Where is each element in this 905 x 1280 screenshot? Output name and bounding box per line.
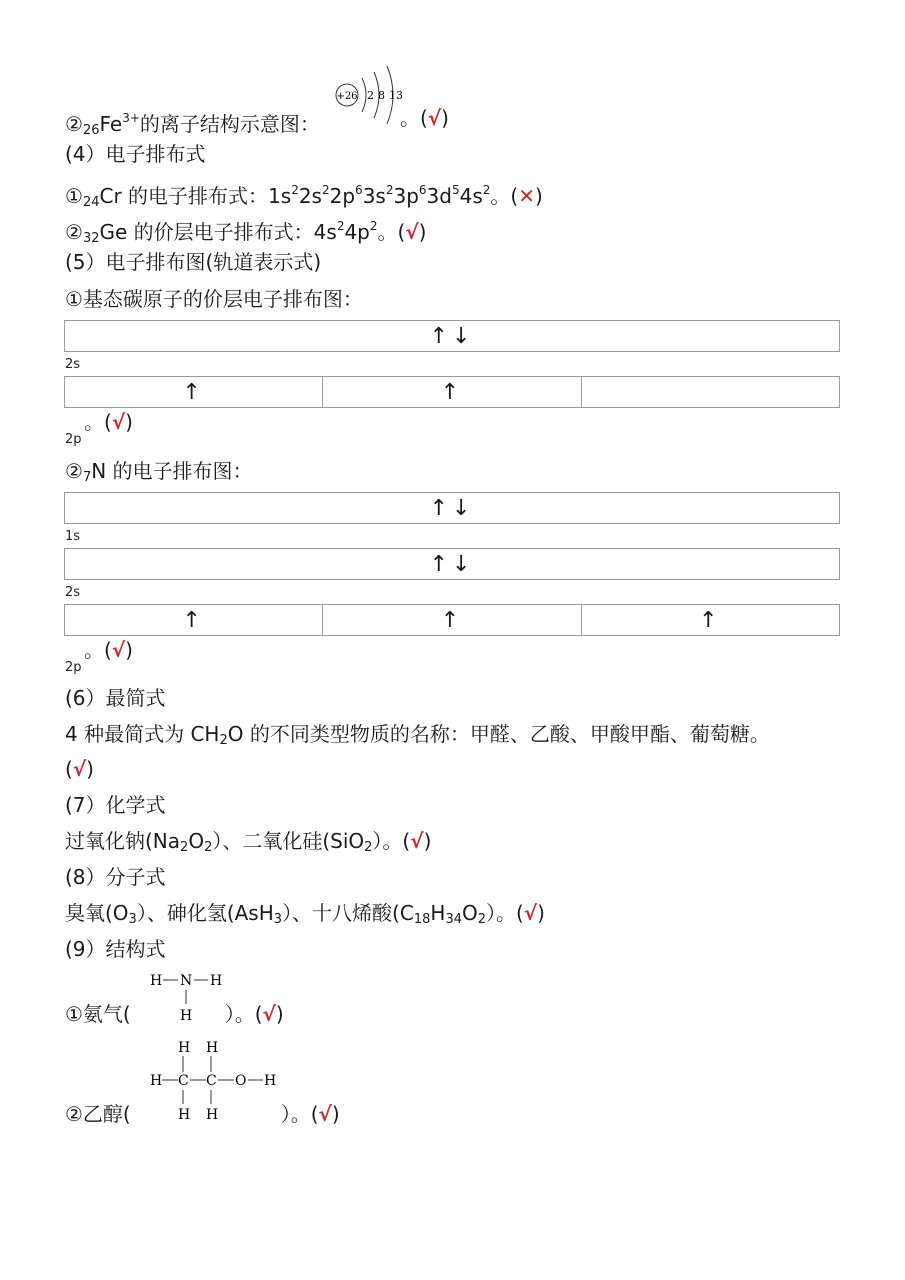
orbital-cell: ↑ bbox=[65, 605, 323, 635]
atom-h: H bbox=[178, 1107, 191, 1123]
simplest-formula-line: 4 种最简式为 $CH_2O$ 的不同类型物质的名称：甲醛、乙酸、甲酸甲酯、葡萄糖。 bbox=[65, 722, 770, 748]
shell-count-3: 13 bbox=[389, 89, 403, 102]
ge-config-line: $②_{32}Ge$ 的价层电子排布式：$4s^24p^2$。(√) bbox=[65, 219, 427, 246]
check-mark-icon: √ bbox=[427, 106, 442, 130]
nitrogen-1s-orbital-box bbox=[64, 492, 840, 524]
orbital-cell: ↑↓ bbox=[429, 495, 475, 521]
ethanol-line: ②乙醇( ）。(√) bbox=[65, 1102, 340, 1126]
check-mark-icon: √ bbox=[410, 829, 424, 853]
atom-h: H bbox=[150, 973, 163, 989]
atom-h: H bbox=[180, 1008, 193, 1024]
cross-mark-icon: ✕ bbox=[518, 184, 535, 208]
orbital-label-2p: 2p bbox=[65, 432, 82, 447]
nitrogen-orbital-title: $②_7N$ 的电子排布图： bbox=[65, 459, 253, 485]
atom-h: H bbox=[206, 1040, 219, 1056]
check-mark-icon: √ bbox=[262, 1002, 276, 1026]
check-mark-icon: √ bbox=[111, 410, 126, 434]
molecular-formula-line: 臭氧$(O_3)$、砷化氢(AsH$_3$）、十八烯酸$(C_{18}H_{34}O_2)$。(√) bbox=[65, 901, 545, 927]
shell-arc-1 bbox=[362, 78, 366, 112]
orbital-label-2p: 2p bbox=[65, 660, 82, 675]
section-7-heading: (7）化学式 bbox=[65, 793, 166, 817]
shell-count-2: 8 bbox=[378, 89, 385, 102]
section-6-heading: (6）最简式 bbox=[65, 686, 166, 710]
orbital-cell: ↑ bbox=[323, 377, 581, 407]
section-4-heading: (4）电子排布式 bbox=[65, 142, 206, 166]
chemical-formula-line: 过氧化钠$(Na_2O_2)$、二氧化硅(SiO$_2$）。(√) bbox=[65, 829, 432, 855]
section-8-heading: (8）分子式 bbox=[65, 865, 166, 889]
nitrogen-answer: 。(√) bbox=[84, 638, 133, 662]
shell-count-1: 2 bbox=[367, 89, 374, 102]
nitrogen-2s-orbital-box bbox=[64, 548, 840, 580]
orbital-cell: ↑ bbox=[699, 607, 722, 633]
fe-answer: 。(√) bbox=[400, 106, 449, 130]
carbon-2s-orbital-box bbox=[64, 320, 840, 352]
carbon-orbital-title: ①基态碳原子的价层电子排布图： bbox=[65, 287, 363, 311]
nucleus-charge: +26 bbox=[336, 91, 358, 102]
nitrogen-2p-orbital-box bbox=[64, 604, 840, 636]
atom-o: O bbox=[235, 1073, 247, 1089]
ge-configuration: $4s^24p^2$ bbox=[313, 219, 378, 244]
fe-ion-structure-diagram bbox=[334, 62, 404, 128]
orbital-label-2s: 2s bbox=[65, 357, 81, 372]
atom-c: C bbox=[206, 1073, 217, 1089]
orbital-label-2s: 2s bbox=[65, 585, 81, 600]
atom-h: H bbox=[210, 973, 223, 989]
atom-h: H bbox=[264, 1073, 277, 1089]
cr-configuration: $1s^22s^22p^63s^23p^63d^54s^2$ bbox=[268, 183, 491, 208]
orbital-label-1s: 1s bbox=[65, 529, 81, 544]
check-mark-icon: √ bbox=[72, 757, 87, 781]
cr-config-line: $①_{24}Cr$ 的电子排布式：$1s^22s^22p^63s^23p^63d^54s^2$。(✕) bbox=[65, 183, 543, 210]
atom-h: H bbox=[178, 1040, 191, 1056]
check-mark-icon: √ bbox=[523, 901, 538, 925]
orbital-cell: ↑ bbox=[323, 605, 581, 635]
carbon-2p-orbital-box bbox=[64, 376, 840, 408]
fe-ion-line: $②_{26}Fe^{3+}$的离子结构示意图： bbox=[65, 111, 320, 138]
atom-h: H bbox=[150, 1073, 163, 1089]
atom-c: C bbox=[178, 1073, 189, 1089]
check-mark-icon: √ bbox=[111, 638, 126, 662]
orbital-cell: ↑↓ bbox=[429, 323, 475, 349]
simplest-answer: (√) bbox=[65, 757, 94, 781]
carbon-answer: 。(√) bbox=[84, 410, 133, 434]
atom-n: N bbox=[180, 973, 193, 989]
orbital-cell: ↑↓ bbox=[429, 551, 475, 577]
section-9-heading: (9）结构式 bbox=[65, 937, 166, 961]
check-mark-icon: √ bbox=[405, 220, 419, 244]
atom-h: H bbox=[206, 1107, 219, 1123]
section-5-heading: (5）电子排布图(轨道表示式) bbox=[65, 250, 322, 274]
orbital-cell: ↑ bbox=[65, 377, 323, 407]
orbital-cell bbox=[582, 377, 839, 407]
ammonia-line: ①氨气( ）。(√) bbox=[65, 1002, 284, 1026]
check-mark-icon: √ bbox=[318, 1102, 332, 1126]
